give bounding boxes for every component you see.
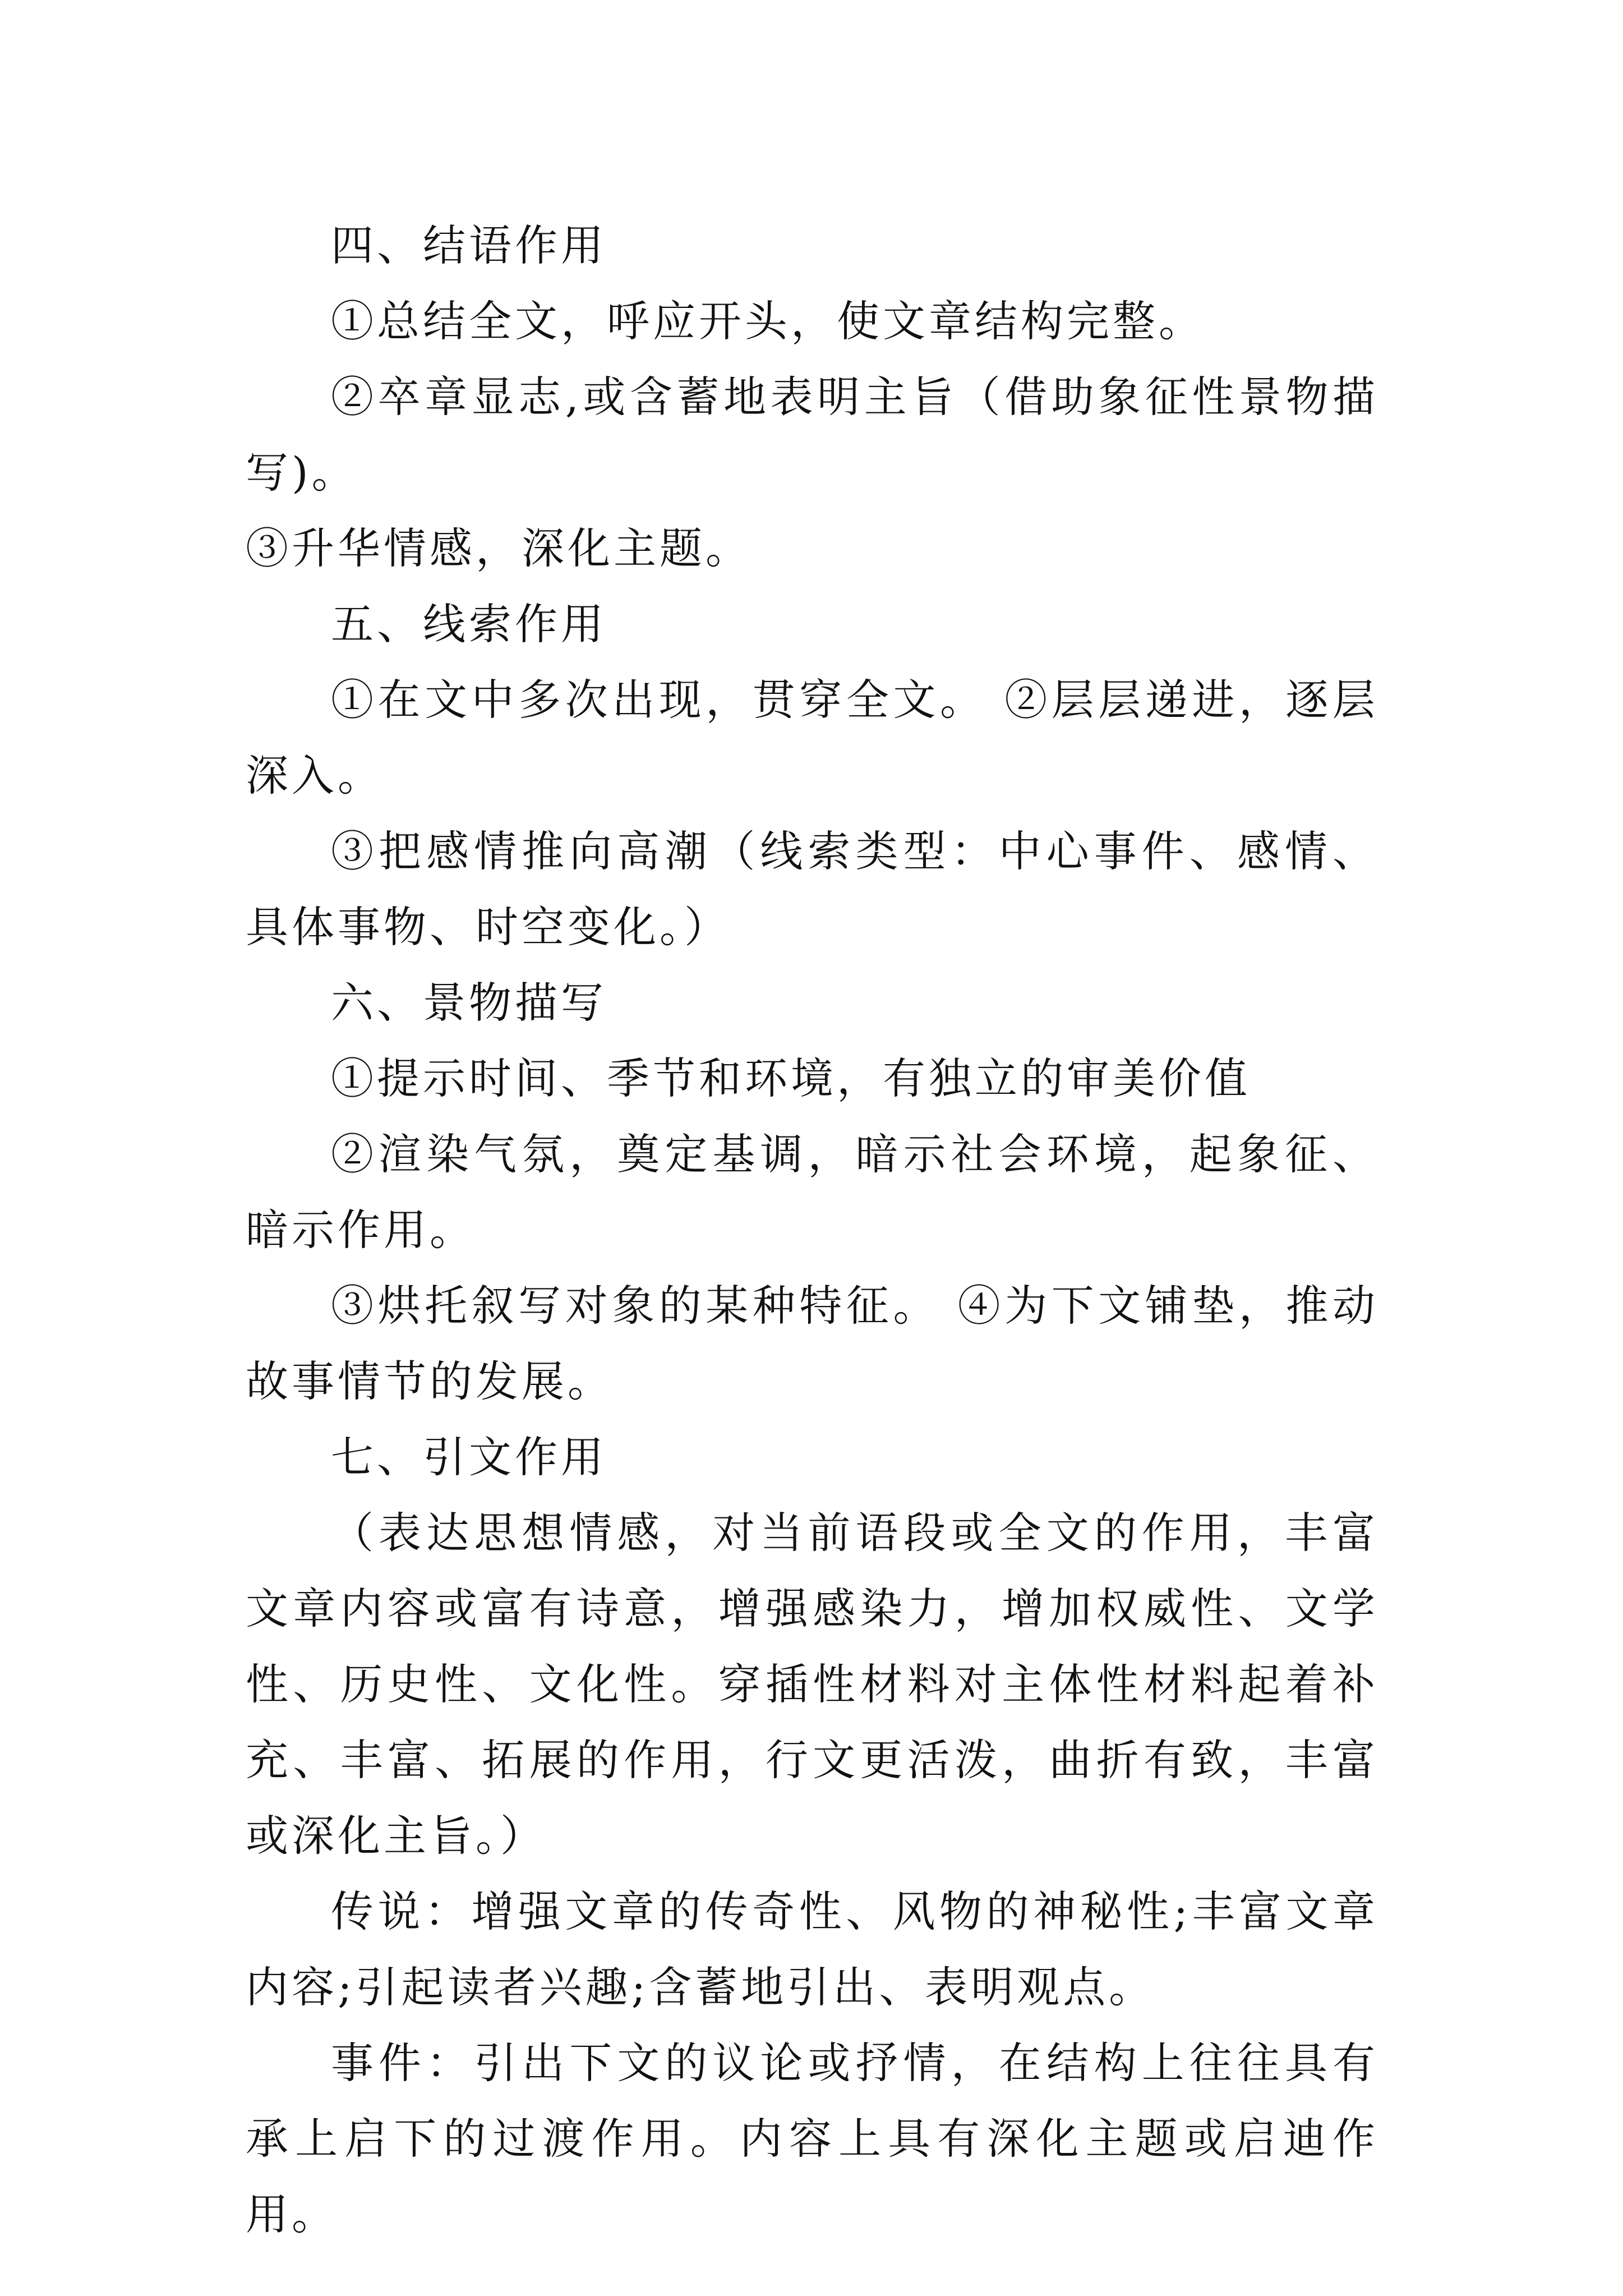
scenery-points-3-4: ③烘托叙写对象的某种特征。 ④为下文铺垫，推动故事情节的发展。 (246, 1281, 1378, 1406)
scenery-point-2: ②渲染气氛，奠定基调，暗示社会环境，起象征、暗示作用。 (246, 1129, 1378, 1255)
clue-point-3: ③把感情推向高潮（线索类型：中心事件、感情、具体事物、时空变化。） (246, 826, 1378, 952)
section-heading-clue: 五、线索作用 (331, 599, 607, 649)
citation-overview: （表达思想情感，对当前语段或全文的作用，丰富文章内容或富有诗意，增强感染力，增加权威性、文学性、历史性、文化性。穿插性材料对主体性材料起着补充、丰富、拓展的作用，行文更活泼，曲折有致，丰富或深化主旨。） (246, 1508, 1378, 1861)
citation-legend: 传说：增强文章的传奇性、风物的神秘性;丰富文章内容;引起读者兴趣;含蓄地引出、表明观点。 (246, 1887, 1378, 2012)
section-heading-scenery: 六、景物描写 (331, 978, 607, 1028)
document-body (246, 208, 1378, 2252)
clue-points-1-2: ①在文中多次出现，贯穿全文。 ②层层递进，逐层深入。 (246, 675, 1378, 800)
section-heading-conclusion: 四、结语作用 (331, 220, 607, 270)
conclusion-point-3: ③升华情感，深化主题。 (246, 523, 751, 573)
citation-event: 事件：引出下文的议论或抒情，在结构上往往具有承上启下的过渡作用。内容上具有深化主题或启迪作用。 (246, 2038, 1378, 2239)
conclusion-point-2: ②卒章显志,或含蓄地表明主旨（借助象征性景物描写)。 (246, 372, 1378, 498)
conclusion-point-1: ①总结全文，呼应开头，使文章结构完整。 (331, 296, 1205, 346)
scenery-point-1: ①提示时间、季节和环境，有独立的审美价值 (331, 1053, 1251, 1103)
section-heading-citation: 七、引文作用 (331, 1432, 607, 1482)
